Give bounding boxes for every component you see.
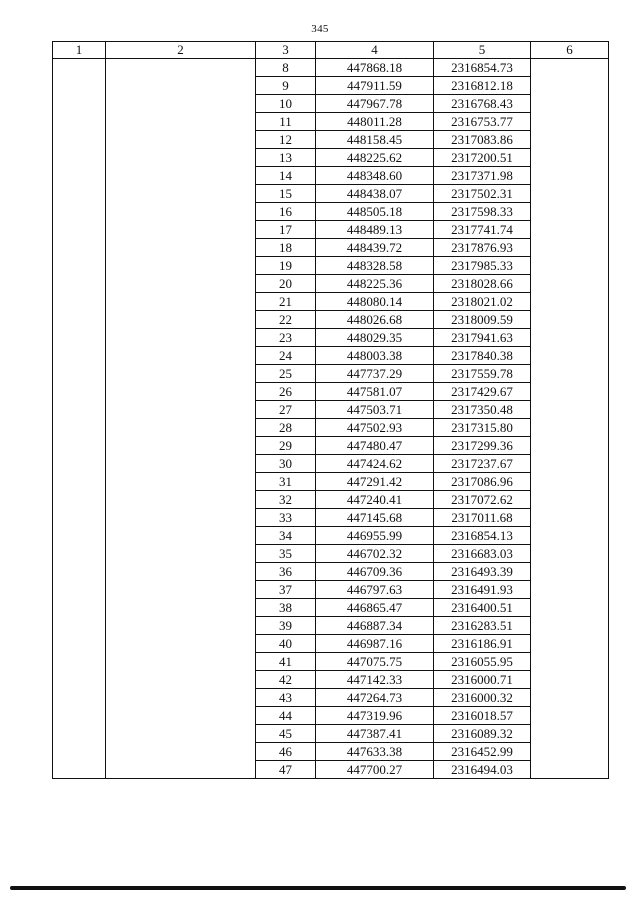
point-number: 37: [256, 581, 316, 599]
x-coordinate: 448003.38: [316, 347, 434, 365]
point-number: 9: [256, 77, 316, 95]
point-number: 40: [256, 635, 316, 653]
bottom-rule: [10, 886, 626, 890]
x-coordinate: 448029.35: [316, 329, 434, 347]
x-coordinate: 447319.96: [316, 707, 434, 725]
point-number: 24: [256, 347, 316, 365]
point-number: 42: [256, 671, 316, 689]
x-coordinate: 446887.34: [316, 617, 434, 635]
x-coordinate: 447142.33: [316, 671, 434, 689]
y-coordinate: 2317741.74: [434, 221, 531, 239]
y-coordinate: 2317429.67: [434, 383, 531, 401]
point-number: 44: [256, 707, 316, 725]
y-coordinate: 2316683.03: [434, 545, 531, 563]
point-number: 29: [256, 437, 316, 455]
y-coordinate: 2316000.71: [434, 671, 531, 689]
point-number: 43: [256, 689, 316, 707]
y-coordinate: 2317200.51: [434, 149, 531, 167]
cell-col-2-merged: [106, 59, 256, 779]
x-coordinate: 448225.62: [316, 149, 434, 167]
point-number: 19: [256, 257, 316, 275]
point-number: 39: [256, 617, 316, 635]
y-coordinate: 2317985.33: [434, 257, 531, 275]
x-coordinate: 447480.47: [316, 437, 434, 455]
x-coordinate: 447911.59: [316, 77, 434, 95]
y-coordinate: 2317502.31: [434, 185, 531, 203]
x-coordinate: 448438.07: [316, 185, 434, 203]
x-coordinate: 448080.14: [316, 293, 434, 311]
y-coordinate: 2316494.03: [434, 761, 531, 779]
y-coordinate: 2316186.91: [434, 635, 531, 653]
point-number: 33: [256, 509, 316, 527]
y-coordinate: 2317350.48: [434, 401, 531, 419]
point-number: 20: [256, 275, 316, 293]
x-coordinate: 446797.63: [316, 581, 434, 599]
y-coordinate: 2317371.98: [434, 167, 531, 185]
table-row: [53, 59, 609, 77]
y-coordinate: 2316812.18: [434, 77, 531, 95]
x-coordinate: 448026.68: [316, 311, 434, 329]
x-coordinate: 447424.62: [316, 455, 434, 473]
header-col-1: 1: [53, 42, 106, 59]
point-number: 28: [256, 419, 316, 437]
header-col-4: 4: [316, 42, 434, 59]
point-number: 23: [256, 329, 316, 347]
y-coordinate: 2317559.78: [434, 365, 531, 383]
y-coordinate: 2316400.51: [434, 599, 531, 617]
y-coordinate: 2316491.93: [434, 581, 531, 599]
header-col-3: 3: [256, 42, 316, 59]
y-coordinate: 2316018.57: [434, 707, 531, 725]
x-coordinate: 448328.58: [316, 257, 434, 275]
cell-col-6-merged: [531, 59, 609, 779]
y-coordinate: 2318021.02: [434, 293, 531, 311]
point-number: 14: [256, 167, 316, 185]
y-coordinate: 2317315.80: [434, 419, 531, 437]
x-coordinate: 447291.42: [316, 473, 434, 491]
y-coordinate: 2317941.63: [434, 329, 531, 347]
x-coordinate: 446987.16: [316, 635, 434, 653]
point-number: 36: [256, 563, 316, 581]
x-coordinate: 448439.72: [316, 239, 434, 257]
point-number: 21: [256, 293, 316, 311]
point-number: 26: [256, 383, 316, 401]
y-coordinate: 2316854.13: [434, 527, 531, 545]
x-coordinate: 447700.27: [316, 761, 434, 779]
y-coordinate: 2317840.38: [434, 347, 531, 365]
point-number: 47: [256, 761, 316, 779]
point-number: 8: [256, 59, 316, 77]
x-coordinate: 448489.13: [316, 221, 434, 239]
x-coordinate: 446702.32: [316, 545, 434, 563]
x-coordinate: 448225.36: [316, 275, 434, 293]
y-coordinate: 2316768.43: [434, 95, 531, 113]
y-coordinate: 2318009.59: [434, 311, 531, 329]
x-coordinate: 447387.41: [316, 725, 434, 743]
y-coordinate: 2316055.95: [434, 653, 531, 671]
y-coordinate: 2317011.68: [434, 509, 531, 527]
header-col-2: 2: [106, 42, 256, 59]
y-coordinate: 2316753.77: [434, 113, 531, 131]
point-number: 12: [256, 131, 316, 149]
x-coordinate: 448158.45: [316, 131, 434, 149]
cell-col-1-merged: [53, 59, 106, 779]
x-coordinate: 448348.60: [316, 167, 434, 185]
y-coordinate: 2316452.99: [434, 743, 531, 761]
point-number: 41: [256, 653, 316, 671]
y-coordinate: 2317299.36: [434, 437, 531, 455]
y-coordinate: 2317598.33: [434, 203, 531, 221]
x-coordinate: 447967.78: [316, 95, 434, 113]
point-number: 35: [256, 545, 316, 563]
point-number: 34: [256, 527, 316, 545]
point-number: 15: [256, 185, 316, 203]
point-number: 31: [256, 473, 316, 491]
y-coordinate: 2317237.67: [434, 455, 531, 473]
point-number: 38: [256, 599, 316, 617]
y-coordinate: 2316000.32: [434, 689, 531, 707]
x-coordinate: 446709.36: [316, 563, 434, 581]
y-coordinate: 2316493.39: [434, 563, 531, 581]
point-number: 10: [256, 95, 316, 113]
point-number: 46: [256, 743, 316, 761]
y-coordinate: 2317072.62: [434, 491, 531, 509]
point-number: 45: [256, 725, 316, 743]
x-coordinate: 447503.71: [316, 401, 434, 419]
y-coordinate: 2316089.32: [434, 725, 531, 743]
x-coordinate: 447240.41: [316, 491, 434, 509]
point-number: 11: [256, 113, 316, 131]
point-number: 32: [256, 491, 316, 509]
y-coordinate: 2316283.51: [434, 617, 531, 635]
header-col-6: 6: [531, 42, 609, 59]
point-number: 17: [256, 221, 316, 239]
header-col-5: 5: [434, 42, 531, 59]
table-header-row: [53, 42, 609, 59]
point-number: 25: [256, 365, 316, 383]
point-number: 13: [256, 149, 316, 167]
y-coordinate: 2318028.66: [434, 275, 531, 293]
x-coordinate: 447581.07: [316, 383, 434, 401]
x-coordinate: 448505.18: [316, 203, 434, 221]
point-number: 27: [256, 401, 316, 419]
table-body: [53, 59, 609, 779]
x-coordinate: 447145.68: [316, 509, 434, 527]
y-coordinate: 2317083.86: [434, 131, 531, 149]
point-number: 16: [256, 203, 316, 221]
point-number: 30: [256, 455, 316, 473]
x-coordinate: 446865.47: [316, 599, 434, 617]
x-coordinate: 447868.18: [316, 59, 434, 77]
x-coordinate: 447264.73: [316, 689, 434, 707]
x-coordinate: 448011.28: [316, 113, 434, 131]
x-coordinate: 447075.75: [316, 653, 434, 671]
x-coordinate: 447502.93: [316, 419, 434, 437]
x-coordinate: 447633.38: [316, 743, 434, 761]
page-number: 345: [311, 23, 329, 35]
x-coordinate: 447737.29: [316, 365, 434, 383]
point-number: 22: [256, 311, 316, 329]
y-coordinate: 2317086.96: [434, 473, 531, 491]
point-number: 18: [256, 239, 316, 257]
y-coordinate: 2316854.73: [434, 59, 531, 77]
x-coordinate: 446955.99: [316, 527, 434, 545]
coordinates-table: [52, 41, 609, 779]
y-coordinate: 2317876.93: [434, 239, 531, 257]
